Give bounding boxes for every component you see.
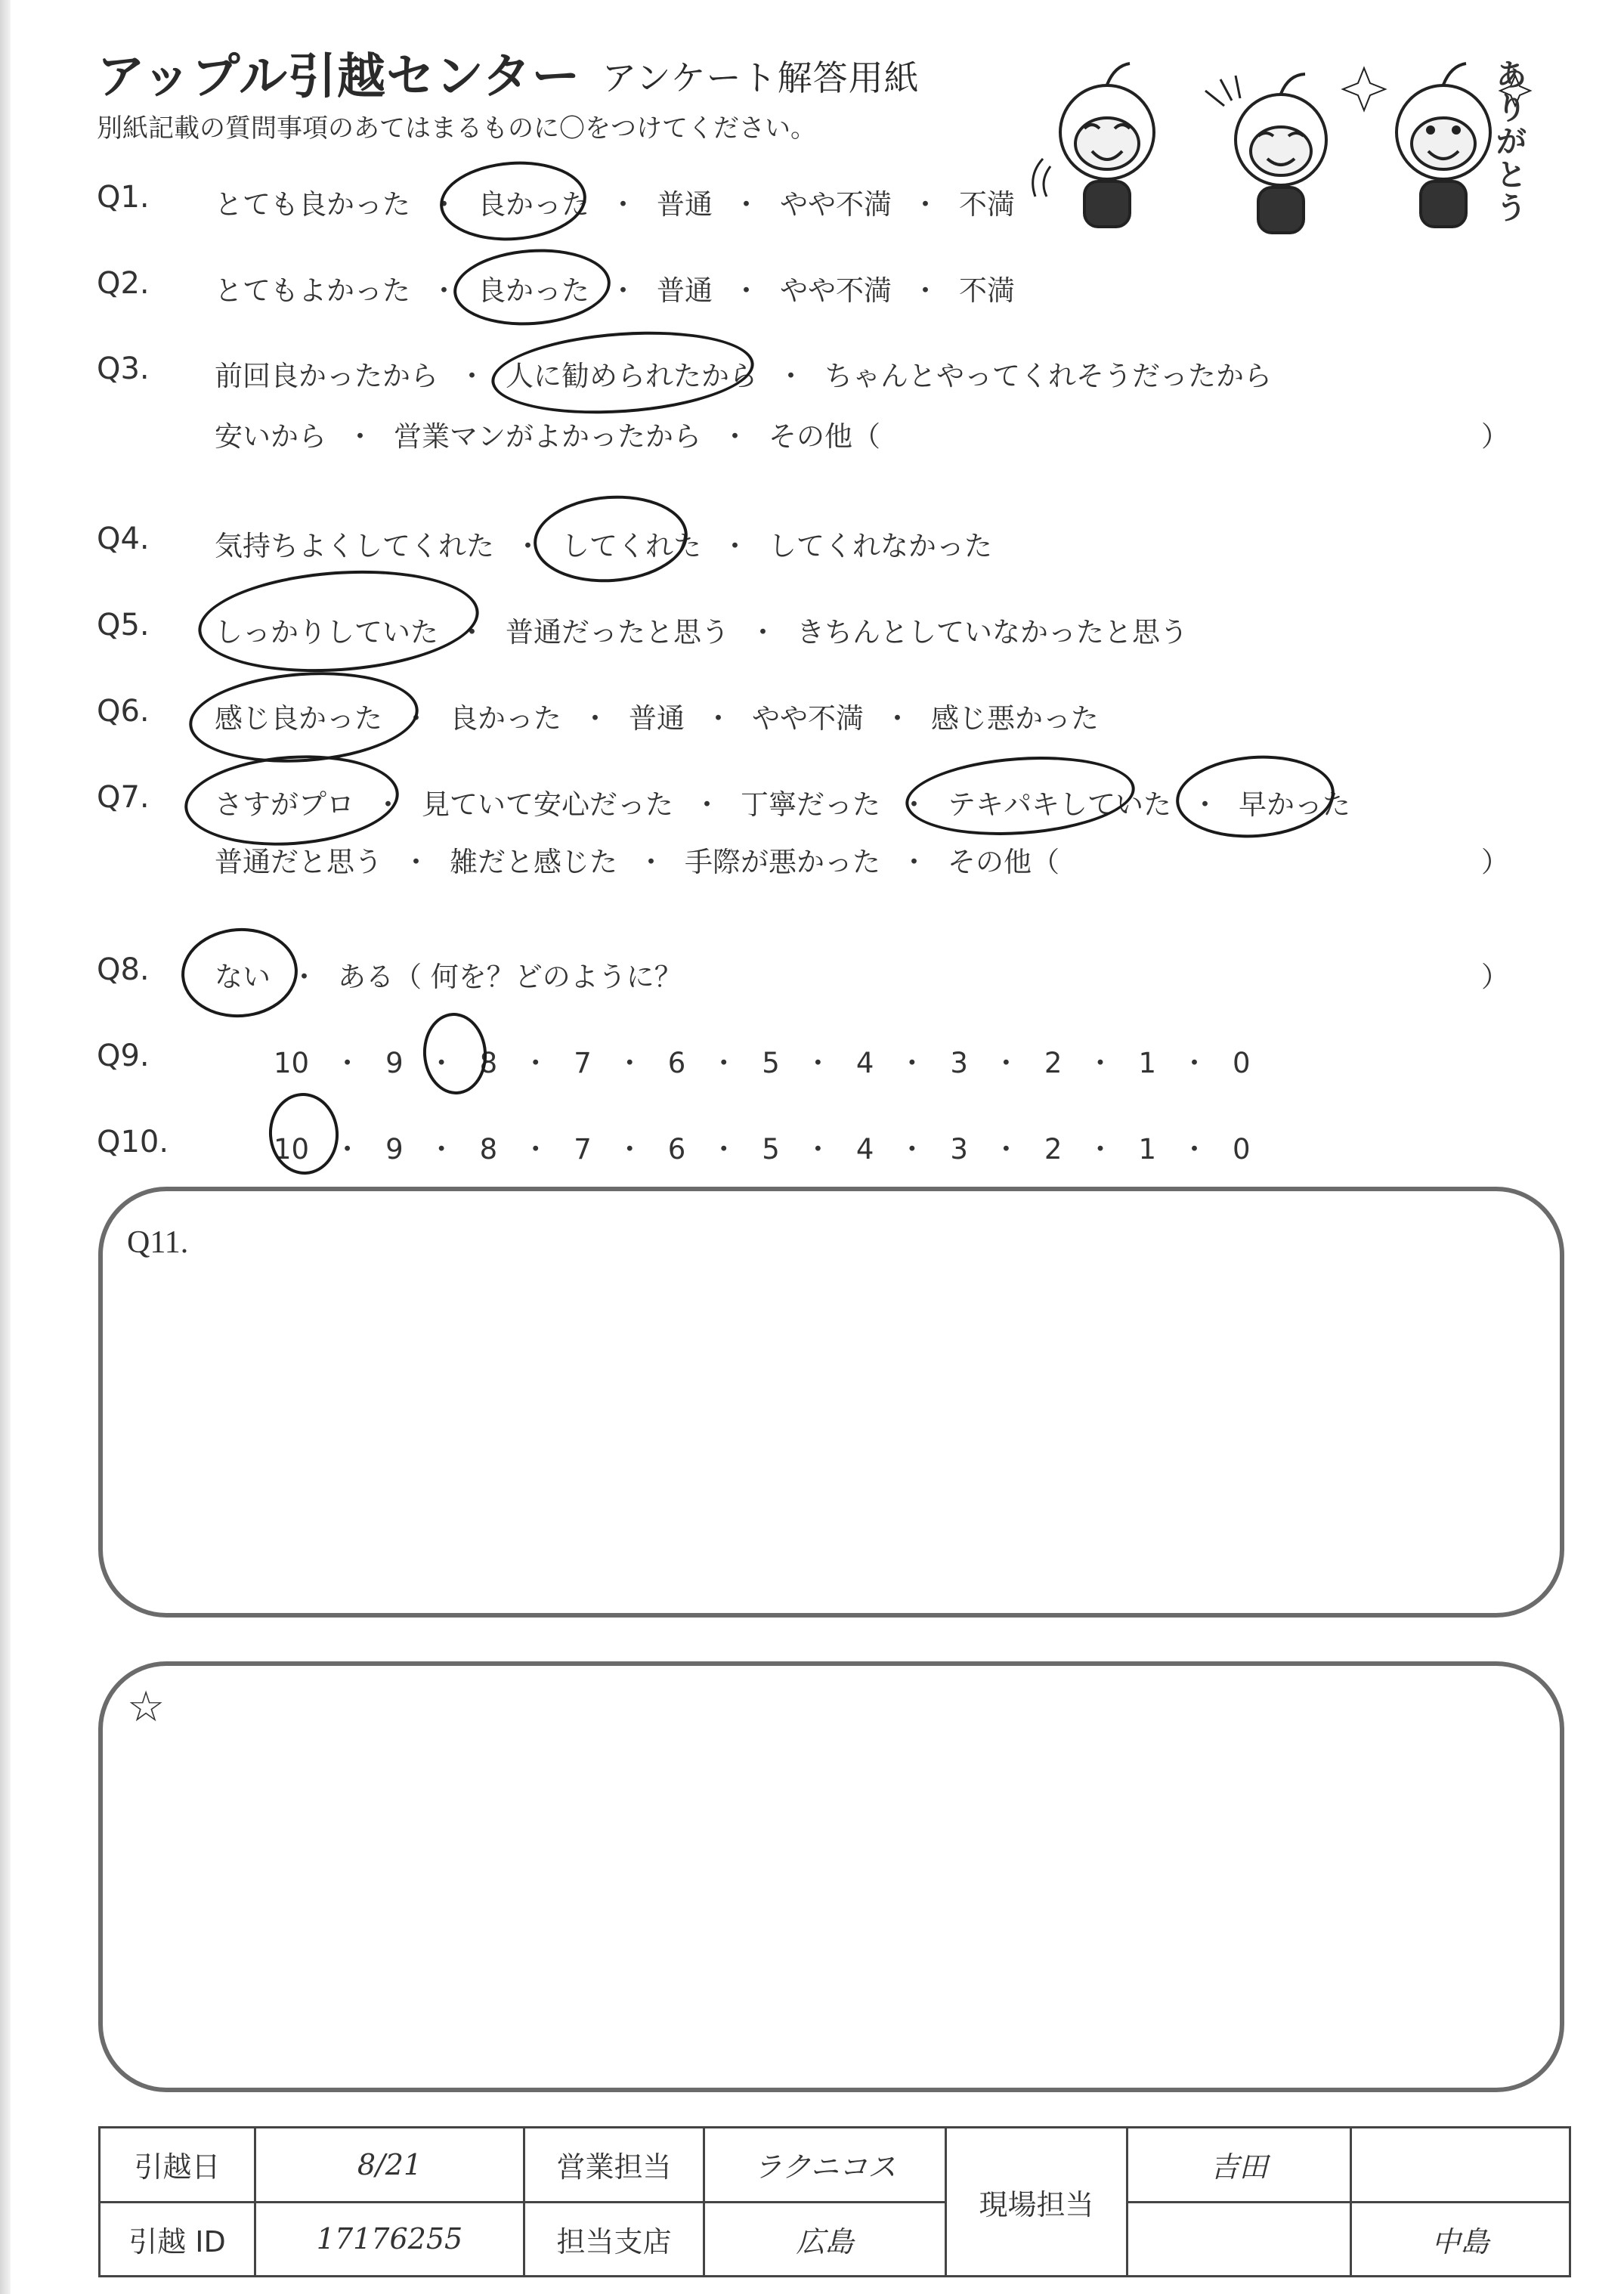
q3-options-2: 安いから ・ 営業マンがよかったから ・ その他（	[215, 413, 880, 454]
thanks-text: ありがとう	[1496, 58, 1527, 226]
q9-score[interactable]: 1	[1138, 1047, 1157, 1079]
q6-option[interactable]: やや不満	[752, 702, 864, 735]
q8-label: Q8.	[97, 952, 150, 987]
monkey-mascots-illustration	[1032, 45, 1545, 242]
q9-label: Q9.	[97, 1039, 150, 1073]
q10-score[interactable]: 3	[950, 1133, 968, 1166]
q10-label: Q10.	[97, 1125, 169, 1159]
page-title	[97, 38, 920, 107]
q3-option[interactable]: 営業マンがよかったから	[394, 420, 701, 453]
sales-value[interactable]: ラクニコス	[704, 2128, 946, 2203]
q9-score[interactable]: 9	[385, 1047, 404, 1079]
site-extra-empty[interactable]	[1351, 2128, 1570, 2203]
q3-option[interactable]: 前回良かったから	[215, 360, 438, 392]
q6-option-selected[interactable]: 感じ良かった	[215, 702, 382, 735]
q8-option-selected[interactable]: ない	[215, 961, 271, 993]
q3-option[interactable]: 安いから	[215, 420, 326, 453]
q6-option[interactable]: 普通	[629, 702, 685, 735]
q8-option[interactable]: ある（ 何を？どのように？	[338, 961, 682, 993]
q8-options: ない ・ ある（ 何を？どのように？	[215, 954, 682, 995]
q10-score[interactable]: 0	[1233, 1133, 1251, 1166]
star-icon: ☆	[127, 1684, 165, 1731]
q5-label: Q5.	[97, 608, 150, 642]
q11-label: Q11.	[127, 1225, 189, 1260]
q10-score[interactable]: 8	[479, 1133, 498, 1166]
q4-option-selected[interactable]: してくれた	[561, 530, 701, 562]
q1-option-selected[interactable]: 良かった	[478, 188, 589, 221]
q11-comment-box[interactable]	[98, 1187, 1564, 1618]
q6-option[interactable]: 感じ悪かった	[931, 702, 1099, 735]
monkey-icon	[1205, 74, 1326, 233]
q2-option[interactable]: 不満	[959, 274, 1015, 307]
q3-option-selected[interactable]: 人に勧められたから	[506, 360, 757, 392]
q2-label: Q2.	[97, 266, 150, 301]
q9-scale: 10 ・ 9 ・ 8 ・ 7 ・ 6 ・ 5 ・ 4 ・ 3 ・ 2 ・ 1 ・ 0	[274, 1047, 1251, 1079]
q10-score-selected[interactable]: 10	[274, 1133, 310, 1166]
move-id-label: 引越 ID	[100, 2202, 255, 2277]
q7-option-selected[interactable]: さすがプロ	[215, 788, 354, 821]
q6-option[interactable]: 良かった	[450, 702, 561, 735]
close-paren: ）	[1481, 961, 1509, 993]
q9-score[interactable]: 4	[855, 1047, 874, 1079]
q2-option[interactable]: 普通	[657, 274, 713, 307]
star-comment-box[interactable]	[98, 1661, 1564, 2092]
q4-label: Q4.	[97, 522, 150, 556]
q10-score[interactable]: 4	[855, 1133, 874, 1166]
q10-score[interactable]: 9	[385, 1133, 404, 1166]
answer-circle	[1173, 751, 1337, 843]
answer-circle	[531, 491, 690, 587]
site-empty[interactable]	[1128, 2202, 1351, 2277]
q3-option[interactable]: ちゃんとやってくれそうだったから	[824, 360, 1272, 392]
close-paren: ）	[1481, 846, 1509, 878]
answer-circle	[195, 562, 482, 681]
q3-options: 前回良かったから ・ 人に勧められたから ・ ちゃんとやってくれそうだったから	[215, 353, 1272, 394]
monkey-icon	[1033, 63, 1154, 227]
q10-scale: 10 ・ 9 ・ 8 ・ 7 ・ 6 ・ 5 ・ 4 ・ 3 ・ 2 ・ 1 ・ 0	[274, 1133, 1251, 1166]
q6-options: 感じ良かった ・ 良かった ・ 普通 ・ やや不満 ・ 感じ悪かった	[215, 695, 1099, 736]
q1-option[interactable]: 不満	[959, 188, 1015, 221]
q2-option[interactable]: とてもよかった	[215, 274, 410, 307]
q3-label: Q3.	[97, 351, 150, 386]
q5-option-selected[interactable]: しっかりしていた	[215, 616, 438, 649]
q1-label: Q1.	[97, 180, 150, 215]
scan-edge	[0, 0, 11, 2294]
answer-circle	[489, 324, 757, 422]
answer-circle	[420, 1011, 489, 1097]
close-paren: ）	[1481, 420, 1509, 453]
branch-value[interactable]: 広島	[704, 2202, 946, 2277]
q7-option[interactable]: 手際が悪かった	[685, 846, 880, 878]
move-date-value[interactable]: 8/21	[255, 2128, 524, 2203]
answer-circle	[438, 156, 589, 245]
answer-circle	[178, 924, 301, 1021]
q10-score[interactable]: 5	[762, 1133, 780, 1166]
form-title: アンケート解答用紙	[602, 57, 920, 98]
q7-option[interactable]: 見ていて安心だった	[422, 788, 673, 821]
branch-label: 担当支店	[524, 2202, 704, 2277]
q7-options: さすがプロ ・ 見ていて安心だった ・ 丁寧だった ・ テキパキしていた ・ 早かった	[215, 782, 1350, 822]
q5-option[interactable]: 普通だったと思う	[506, 616, 729, 649]
q4-option[interactable]: してくれなかった	[769, 530, 992, 562]
q9-score[interactable]: 5	[762, 1047, 780, 1079]
q3-option-other[interactable]: その他（	[769, 420, 880, 453]
q9-score[interactable]: 7	[574, 1047, 592, 1079]
q10-score[interactable]: 1	[1138, 1133, 1157, 1166]
q7-option[interactable]: 丁寧だった	[741, 788, 880, 821]
q10-score[interactable]: 2	[1044, 1133, 1063, 1166]
move-date-label: 引越日	[100, 2128, 255, 2203]
q7-option[interactable]: 雑だと感じた	[450, 846, 617, 878]
q4-options: 気持ちよくしてくれた ・ してくれた ・ してくれなかった	[215, 523, 992, 564]
q7-option-selected[interactable]: テキパキしていた	[948, 788, 1171, 821]
q9-score-selected[interactable]: 8	[479, 1047, 498, 1079]
answer-circle	[903, 750, 1137, 843]
answer-circle	[181, 748, 402, 853]
q2-option-selected[interactable]: 良かった	[478, 274, 589, 307]
move-id-value[interactable]: 17176255	[255, 2202, 524, 2277]
q9-score[interactable]: 2	[1044, 1047, 1063, 1079]
q7-option-selected[interactable]: 早かった	[1239, 788, 1350, 821]
q1-options: とても良かった ・ 良かった ・ 普通 ・ やや不満 ・ 不満	[215, 181, 1015, 222]
site-value-1[interactable]: 吉田	[1128, 2128, 1351, 2203]
q1-option[interactable]: やや不満	[780, 188, 892, 221]
q5-option[interactable]: きちんとしていなかったと思う	[797, 616, 1188, 649]
q7-label: Q7.	[97, 780, 150, 815]
q9-score[interactable]: 3	[950, 1047, 968, 1079]
q6-label: Q6.	[97, 694, 150, 729]
q1-option[interactable]: 普通	[657, 188, 713, 221]
answer-circle	[451, 244, 613, 330]
q10-score[interactable]: 7	[574, 1133, 592, 1166]
instructions: 別紙記載の質問事項のあてはまるものに〇をつけてください。	[97, 113, 816, 144]
q7-option[interactable]: 普通だと思う	[215, 846, 382, 878]
info-table	[98, 2126, 1571, 2277]
company-name: アップル引越センター	[97, 49, 581, 105]
sales-label: 営業担当	[524, 2128, 704, 2203]
q9-score[interactable]: 10	[274, 1047, 310, 1079]
q1-option[interactable]: とても良かった	[215, 188, 410, 221]
q9-score[interactable]: 0	[1233, 1047, 1251, 1079]
answer-circle	[186, 665, 421, 770]
q7-option-other[interactable]: その他（	[948, 846, 1059, 878]
q4-option[interactable]: 気持ちよくしてくれた	[215, 530, 494, 562]
q2-options: とてもよかった ・ 良かった ・ 普通 ・ やや不満 ・ 不満	[215, 268, 1015, 308]
q10-score[interactable]: 6	[667, 1133, 686, 1166]
site-value-2[interactable]: 中島	[1351, 2202, 1570, 2277]
site-label: 現場担当	[946, 2128, 1128, 2277]
q2-option[interactable]: やや不満	[780, 274, 892, 307]
q5-options: しっかりしていた ・ 普通だったと思う ・ きちんとしていなかったと思う	[215, 609, 1188, 650]
q7-options-2: 普通だと思う ・ 雑だと感じた ・ 手際が悪かった ・ その他（	[215, 839, 1059, 880]
q9-score[interactable]: 6	[667, 1047, 686, 1079]
